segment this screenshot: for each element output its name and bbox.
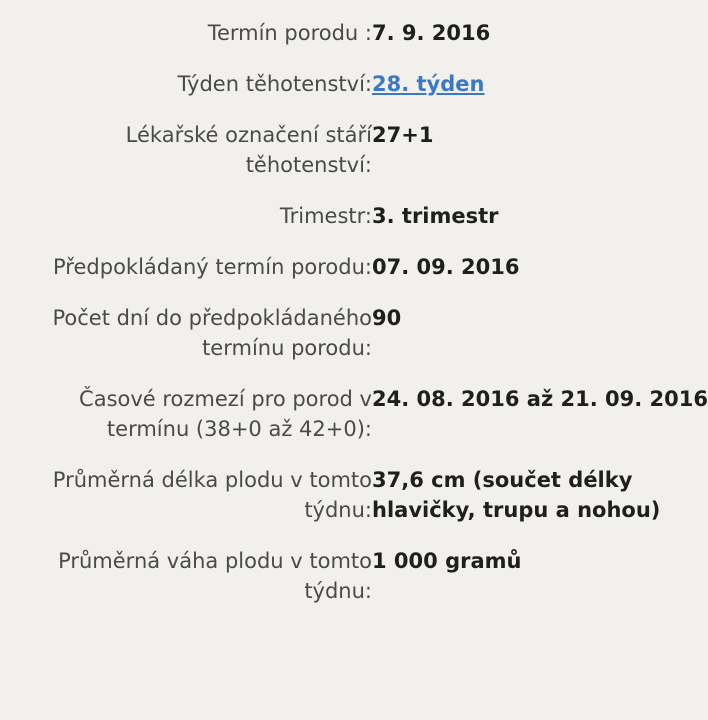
- table-row: [0, 18, 708, 48]
- row-spacer: [0, 282, 708, 303]
- spacer: [0, 180, 372, 201]
- table-row: [0, 120, 708, 180]
- row-value-expected-due-date: 07. 09. 2016: [372, 255, 520, 279]
- row-label-birth-window: Časové rozmezí pro porod v termínu (38+0 až 42+0):: [79, 387, 372, 441]
- row-label-days-remaining: Počet dní do předpokládaného termínu porodu:: [52, 306, 372, 360]
- row-spacer: [0, 363, 708, 384]
- spacer: [0, 444, 372, 465]
- spacer: [0, 231, 372, 252]
- table-row: [0, 252, 708, 282]
- pregnancy-info-table: [0, 18, 708, 606]
- row-spacer: [0, 48, 708, 69]
- row-value-medical-age: 27+1: [372, 123, 434, 147]
- row-spacer: [0, 99, 708, 120]
- table-row: [0, 384, 708, 444]
- spacer: [372, 180, 708, 201]
- table-row: [0, 465, 708, 525]
- row-value-due-date: 7. 9. 2016: [372, 21, 491, 45]
- spacer: [372, 525, 708, 546]
- spacer: [0, 363, 372, 384]
- row-spacer: [0, 444, 708, 465]
- spacer: [372, 231, 708, 252]
- row-value-average-weight: 1 000 gramů: [372, 549, 522, 573]
- row-label-expected-due-date: Předpokládaný termín porodu:: [53, 255, 372, 279]
- row-label-due-date: Termín porodu :: [207, 21, 372, 45]
- row-label-average-weight: Průměrná váha plodu v tomto týdnu:: [58, 549, 372, 603]
- spacer: [372, 99, 708, 120]
- row-label-average-length: Průměrná délka plodu v tomto týdnu:: [52, 468, 372, 522]
- row-label-medical-age: Lékařské označení stáří těhotenství:: [125, 123, 372, 177]
- table-row: [0, 546, 708, 606]
- table-row: [0, 201, 708, 231]
- spacer: [372, 282, 708, 303]
- row-value-days-remaining: 90: [372, 306, 402, 330]
- row-value-average-length: 37,6 cm (součet délky hlavičky, trupu a nohou): [372, 468, 661, 522]
- row-spacer: [0, 180, 708, 201]
- row-spacer: [0, 231, 708, 252]
- row-label-trimester: Trimestr:: [279, 204, 372, 228]
- spacer: [0, 99, 372, 120]
- row-label-pregnancy-week: Týden těhotenství:: [177, 72, 372, 96]
- row-value-birth-window: 24. 08. 2016 až 21. 09. 2016: [372, 387, 708, 411]
- spacer: [0, 48, 372, 69]
- row-spacer: [0, 525, 708, 546]
- table-row: [0, 69, 708, 99]
- spacer: [372, 363, 708, 384]
- row-value-trimester: 3. trimestr: [372, 204, 499, 228]
- pregnancy-week-link[interactable]: 28. týden: [372, 72, 485, 96]
- spacer: [372, 444, 708, 465]
- pregnancy-info-table-body: [0, 18, 708, 606]
- spacer: [0, 525, 372, 546]
- spacer: [0, 282, 372, 303]
- row-value-pregnancy-week: [372, 69, 708, 99]
- spacer: [372, 48, 708, 69]
- table-row: [0, 303, 708, 363]
